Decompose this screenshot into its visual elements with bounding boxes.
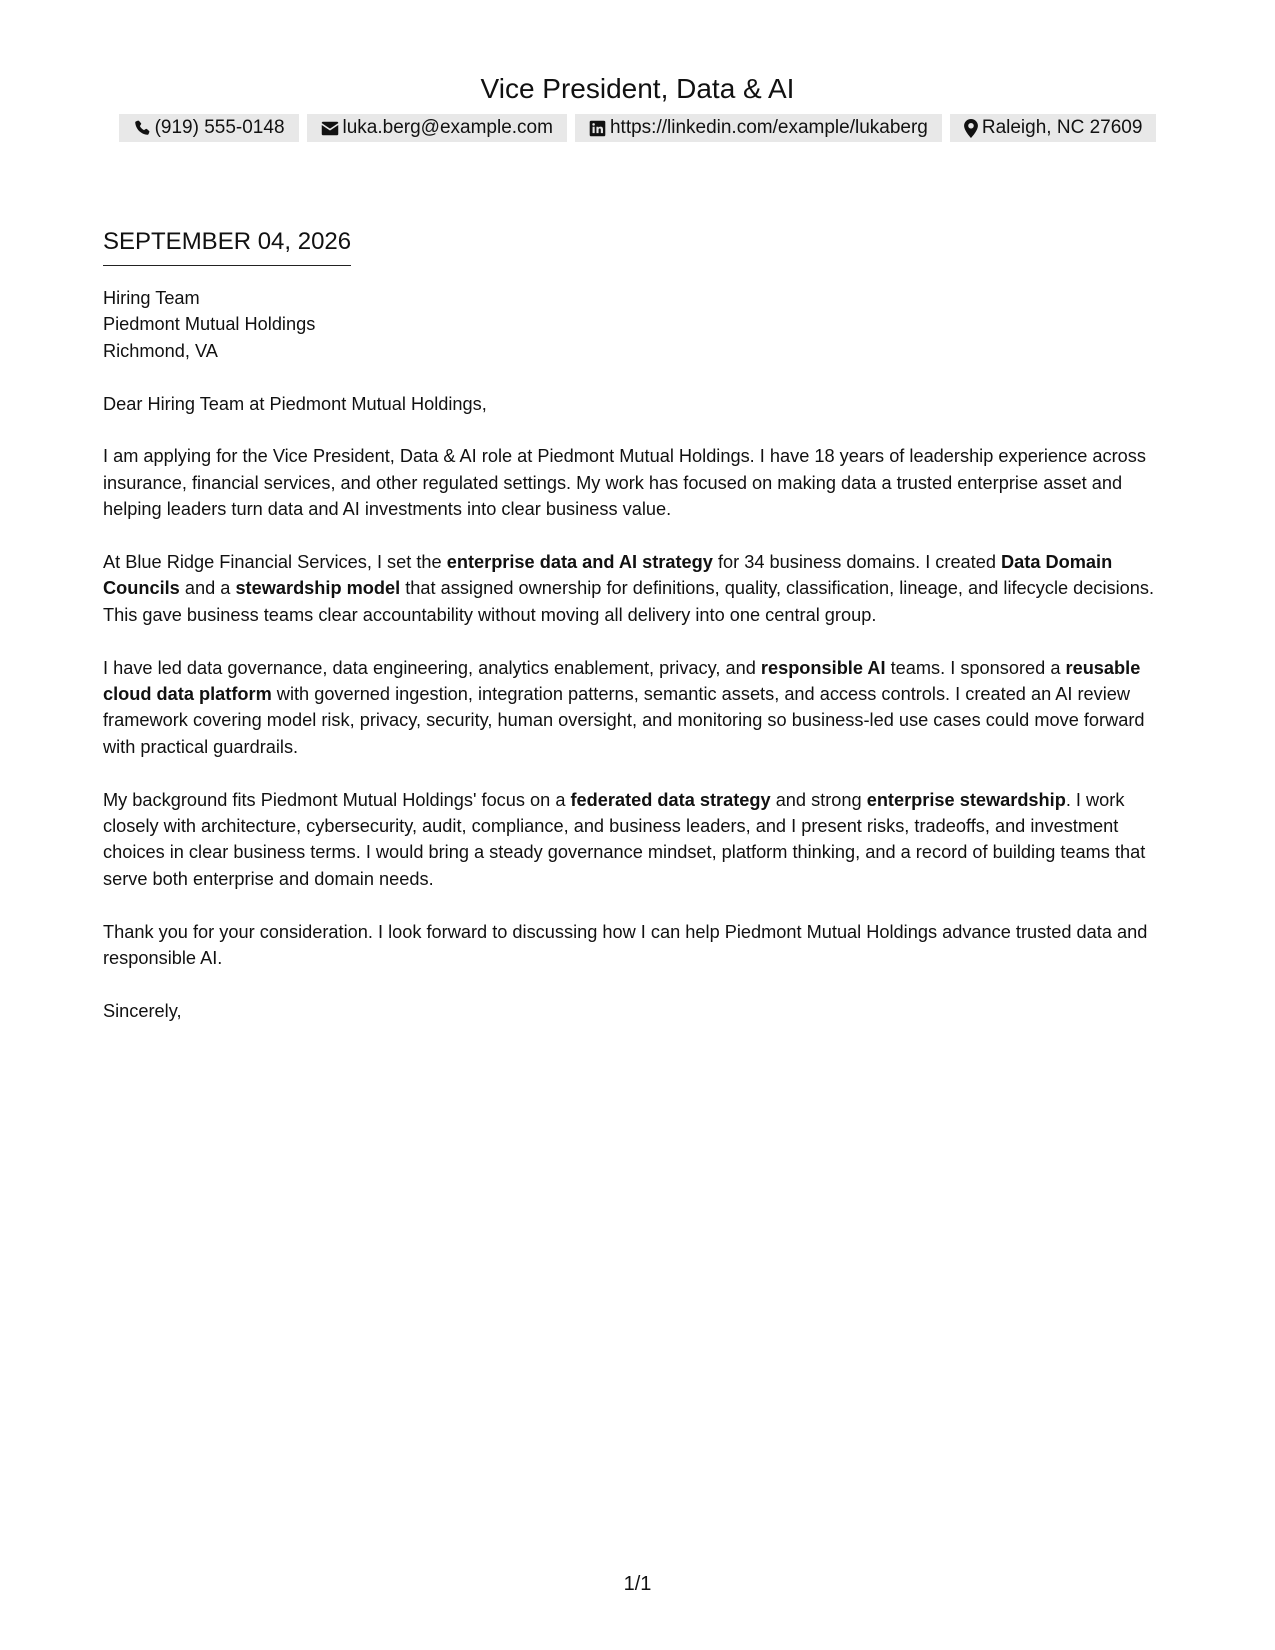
highlight-stewardship: stewardship model [235, 578, 401, 599]
page-title: Vice President, Data & AI [480, 73, 795, 104]
envelope-icon [321, 121, 339, 136]
paragraph-intro: I am applying for the Vice President, Data & AI role at Piedmont Mutual Holdings. I have 18 years of leadership experience across insurance, financial services, and other regulated settings. My work has focused on making data a trusted enterprise asset and helping leaders turn data and AI investments into clear business value. [103, 446, 1146, 520]
salutation: Dear Hiring Team at Piedmont Mutual Holdings, [103, 393, 487, 414]
paragraph-fit: My background fits Piedmont Mutual Holdings' focus on a federated data strategy and strong enterprise stewardship. I work closely with architecture, cybersecurity, audit, compliance, and business leaders, and I present risks, tradeoffs, and investment choices in clear business terms. I would bring a steady governance mindset, platform thinking, and a record of building teams that serve both enterprise and domain needs. [103, 789, 1146, 889]
paragraph-leadership: I have led data governance, data engineering, analytics enablement, privacy, and responsible AI teams. I sponsored a reusable cloud data platform with governed ingestion, integration patterns, semantic assets, and access controls. I created an AI review framework covering model risk, privacy, security, human oversight, and monitoring so business-led use cases could move forward with practical guardrails. [103, 657, 1145, 757]
contact-email[interactable] [307, 114, 567, 142]
contact-phone [119, 114, 299, 142]
contact-phone-text: (919) 555-0148 [154, 117, 285, 138]
recipient-company: Piedmont Mutual Holdings [103, 314, 316, 335]
recipient-block [103, 285, 1173, 364]
contact-linkedin[interactable] [575, 114, 942, 142]
contact-location-text: Raleigh, NC 27609 [981, 117, 1143, 138]
recipient-name: Hiring Team [103, 288, 200, 308]
highlight-federated: federated data strategy [570, 789, 771, 810]
highlight-platform: reusable cloud data platform [103, 657, 1141, 705]
paragraph-experience: At Blue Ridge Financial Services, I set the enterprise data and AI strategy for 34 business domains. I created Data Domain Councils and a stewardship model that assigned ownership for definitions, quality, classification, lineage, and lifecycle decisions. This gave business teams clear accountability without moving all delivery into one central group. [103, 552, 1155, 625]
phone-icon [133, 119, 151, 137]
highlight-responsible-ai: responsible AI [760, 657, 886, 678]
linkedin-icon [589, 120, 606, 137]
highlight-strategy: enterprise data and AI strategy [446, 552, 713, 573]
contact-bar [0, 114, 1275, 142]
contact-location [950, 114, 1157, 142]
page-number: 1/1 [623, 1573, 652, 1595]
contact-linkedin-text: https://linkedin.com/example/lukaberg [609, 117, 928, 138]
highlight-councils: Data Domain Councils [103, 552, 1113, 599]
letter-date: SEPTEMBER 04, 2026 [103, 227, 351, 266]
contact-email-text: luka.berg@example.com [342, 117, 553, 138]
map-marker-icon [964, 119, 978, 138]
recipient-location: Richmond, VA [103, 340, 218, 361]
paragraph-closing: Thank you for your consideration. I look forward to discussing how I can help Piedmont Mutual Holdings advance trusted data and responsible AI. [103, 921, 1148, 969]
sign-off: Sincerely, [103, 1000, 182, 1021]
highlight-enterprise-stewardship: enterprise stewardship [866, 789, 1066, 810]
letter-body [103, 285, 1173, 1051]
